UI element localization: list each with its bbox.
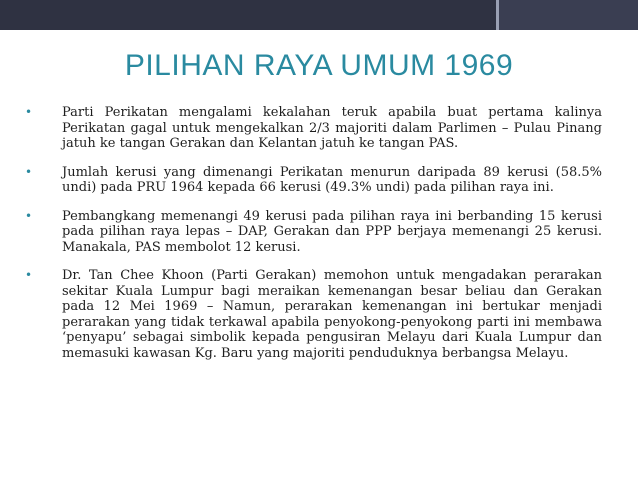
bullet-item: [22, 105, 602, 152]
bullet-item: [22, 165, 602, 196]
bullet-text: Parti Perikatan mengalami kekalahan teruk apabila buat pertama kalinya Perikatan gagal untuk mengekalkan 2/3 majoriti dalam Parlimen – Pulau Pinang jatuh ke tangan Gerakan dan Kelantan jatuh ke tangan PAS.: [62, 105, 602, 151]
bullet-point-icon: •: [25, 105, 33, 119]
bullet-text: Dr. Tan Chee Khoon (Parti Gerakan) memohon untuk mengadakan perarakan sekitar Kuala Lumpur bagi meraikan kemenangan besar beliau dan Gerakan pada 12 Mei 1969 – Namun, perarakan kemenangan ini bertukar menjadi perarakan yang tidak terkawal apabila penyokong-penyokong parti ini membawa ‘penyapu’ sebagai simbolik kepada pengusiran Melayu dari Kuala Lumpur dan memasuki kawasan Kg. Baru yang majoriti penduduknya berbangsa Melayu.: [62, 268, 602, 361]
bullet-text: Jumlah kerusi yang dimenangi Perikatan menurun daripada 89 kerusi (58.5% undi) pada PRU 1964 kepada 66 kerusi (49.3% undi) pada pilihan raya ini.: [62, 164, 602, 195]
slide-header-bar: [0, 0, 638, 30]
bullet-point-icon: •: [25, 268, 33, 282]
bullet-item: [22, 209, 602, 256]
bullet-point-icon: •: [25, 208, 33, 223]
bullet-item: [22, 268, 602, 361]
bullet-point-icon: •: [25, 164, 33, 179]
bullet-list: [22, 105, 602, 374]
bullet-text: Pembangkang memenangi 49 kerusi pada pilihan raya ini berbanding 15 kerusi pada pilihan raya lepas – DAP, Gerakan dan PPP berjaya memenangi 25 kerusi. Manakala, PAS membolot 12 kerusi.: [62, 208, 602, 255]
header-accent-block: [499, 0, 638, 30]
slide-title: PILIHAN RAYA UMUM 1969: [124, 49, 514, 82]
